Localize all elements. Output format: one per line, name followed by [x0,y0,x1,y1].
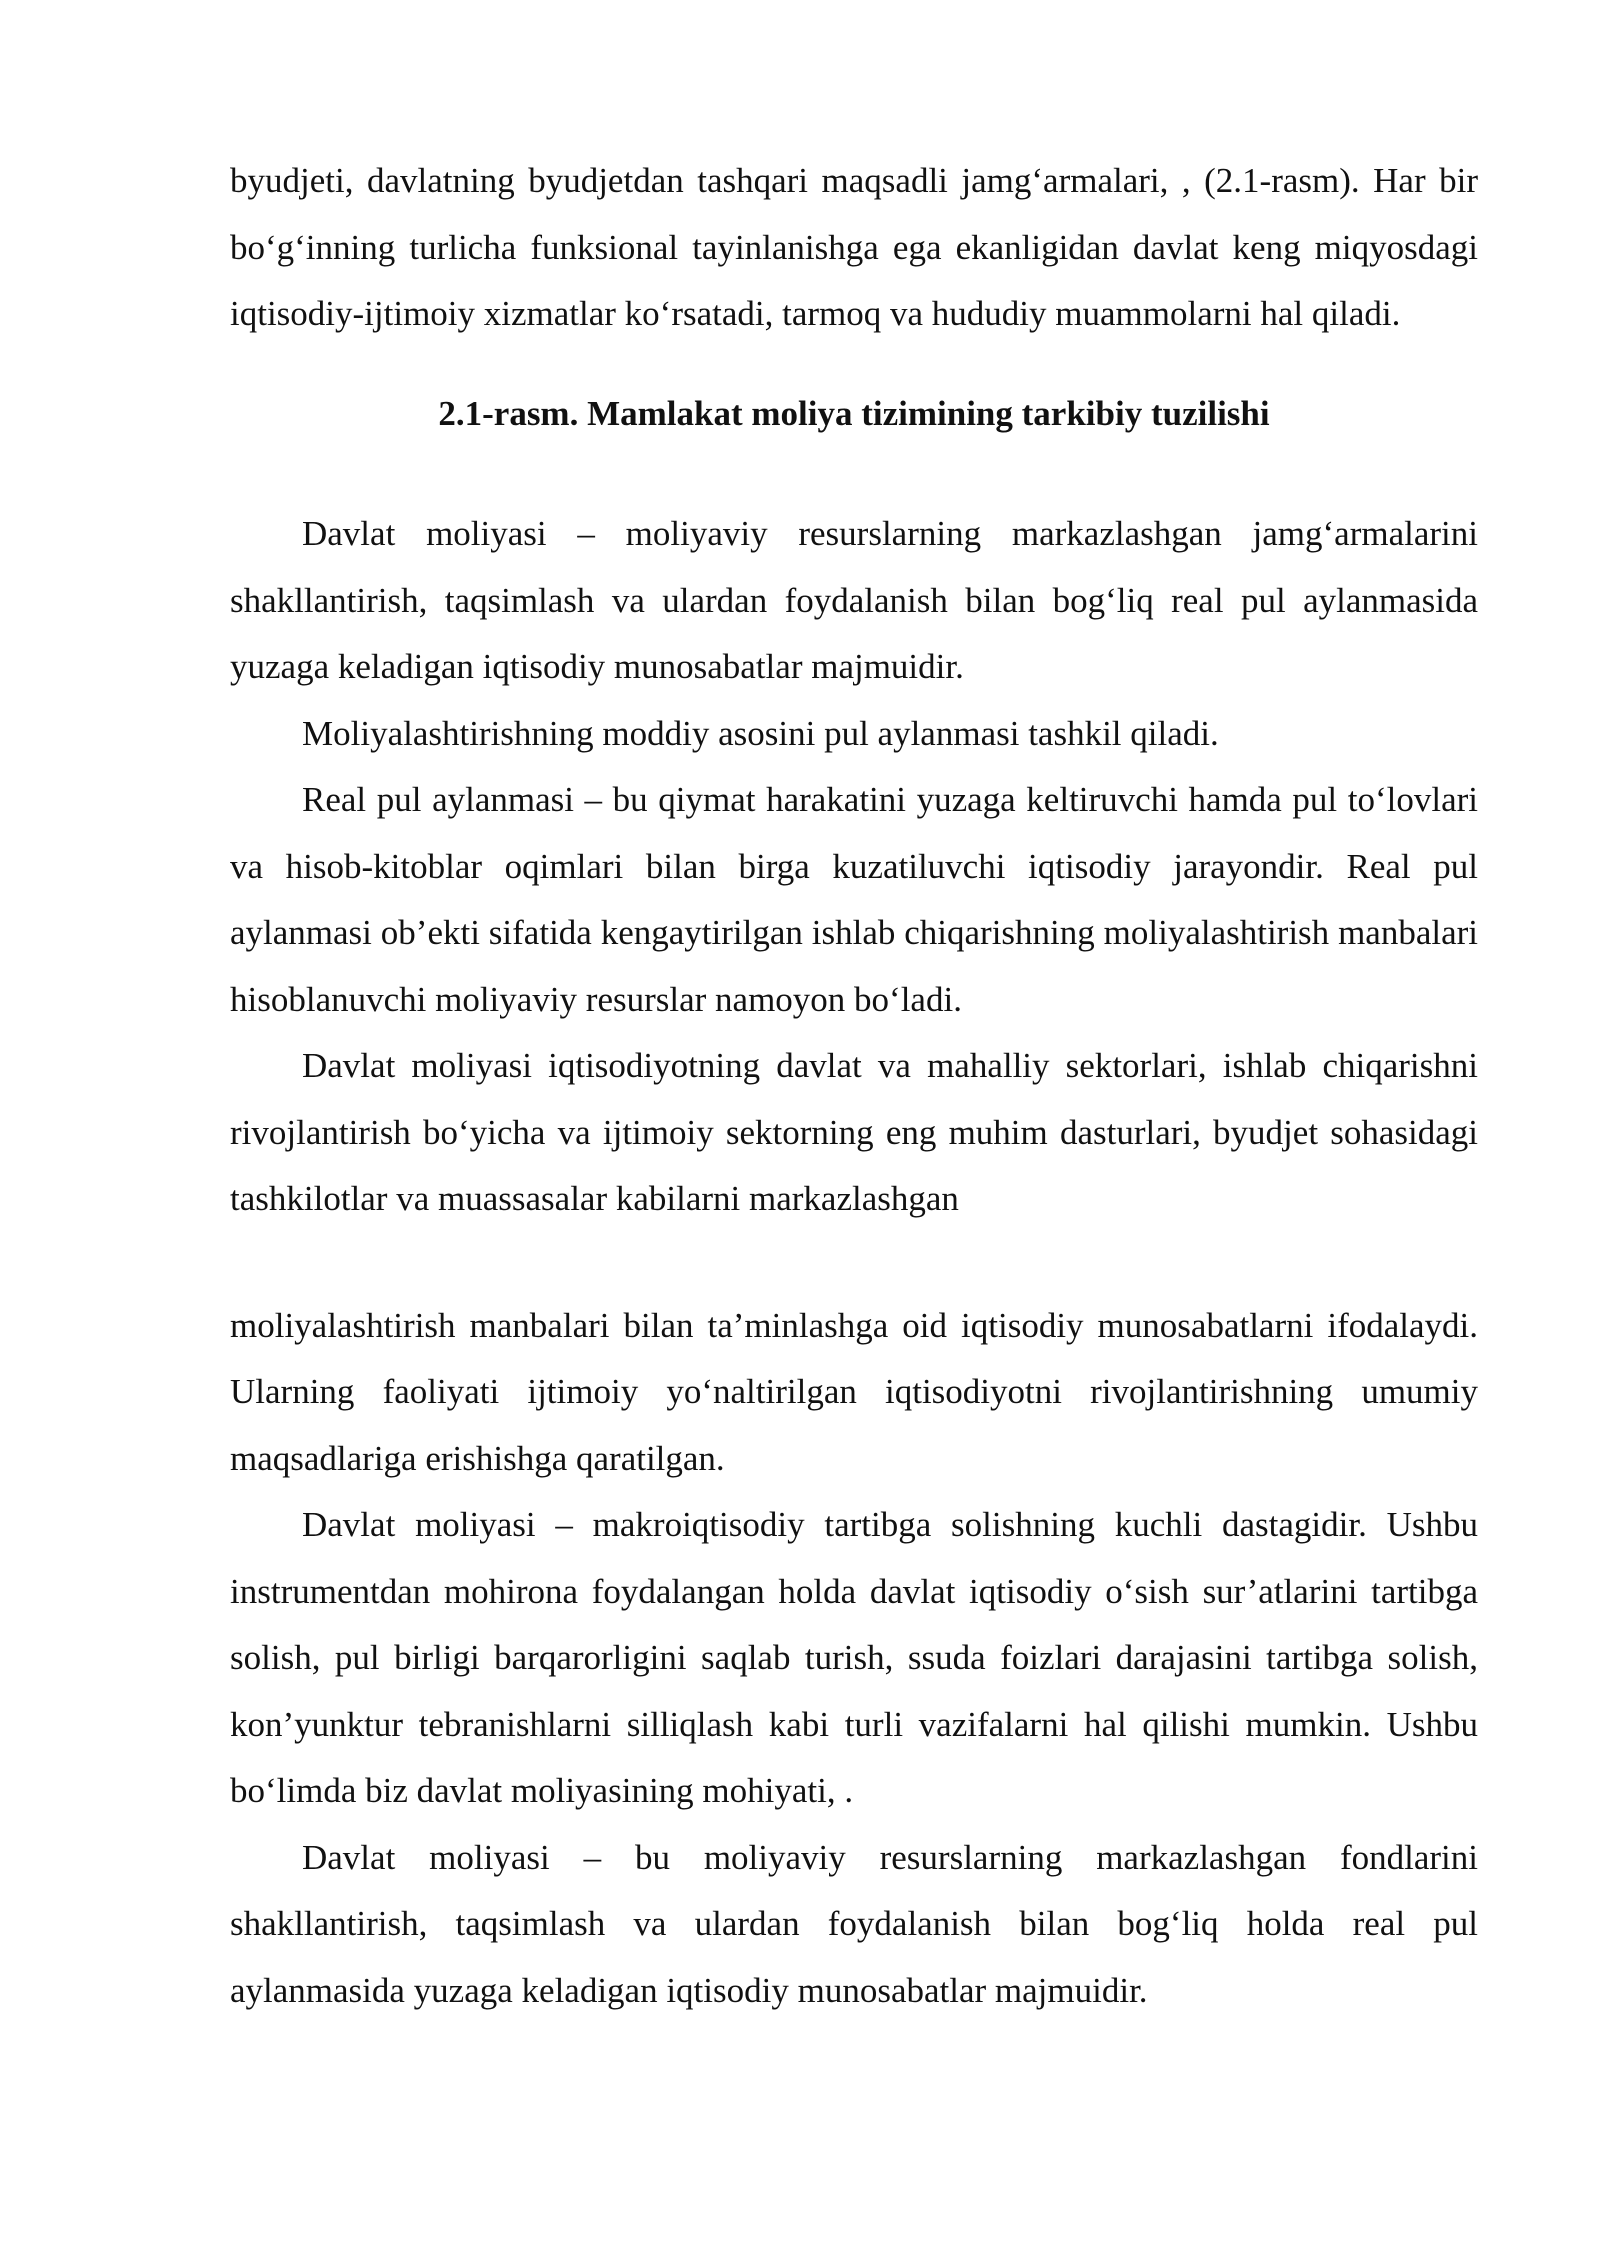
paragraph-real-money-turnover: Real pul aylanmasi – bu qiymat harakatini yuzaga keltiruvchi hamda pul to‘lovlari va hisob-kitoblar oqimlari bilan birga kuzatiluvchi iqtisodiy jarayondir. Real pul aylanmasi ob’ekti sifatida kengaytirilgan ishlab chiqarishning moliyalashtirish manbalari hisoblanuvchi moliyaviy resurslar namoyon bo‘ladi. [230,780,1478,1019]
document-page [230,148,1478,2024]
page-break-gap [230,1233,1478,1293]
figure-caption: 2.1-rasm. Mamlakat moliya tizimining tarkibiy tuzilishi [438,393,1270,433]
paragraph-state-finance-sectors: Davlat moliyasi iqtisodiyotning davlat va mahalliy sektorlari, ishlab chiqarishni rivojlantirish bo‘yicha va ijtimoiy sektorning eng muhim dasturlari, byudjet sohasidagi tashkilotlar va muassasalar kabilarni markazlashgan [230,1046,1478,1218]
paragraph-macroeconomic-regulation: Davlat moliyasi – makroiqtisodiy tartibga solishning kuchli dastagidir. Ushbu instrumentdan mohirona foydalangan holda davlat iqtisodiy o‘sish sur’atlarini tartibga solish, pul birligi barqarorligini saqlab turish, ssuda foizlari darajasini tartibga solish, kon’yunktur tebranishlarni silliqlash kabi turli vazifalarni hal qilishi mumkin. Ushbu bo‘limda biz davlat moliyasining mohiyati, . [230,1505,1478,1810]
paragraph-financing-basis: Moliyalashtirishning moddiy asosini pul aylanmasi tashkil qiladi. [302,713,1219,753]
paragraph-definition: Davlat moliyasi – moliyaviy resurslarning markazlashgan jamg‘armalarini shakllantirish, taqsimlash va ulardan foydalanish bilan bog‘liq real pul aylanmasida yuzaga keladigan iqtisodiy munosabatlar majmuidir. [230,514,1478,686]
paragraph-continued: moliyalashtirish manbalari bilan ta’minlashga oid iqtisodiy munosabatlarni ifodalaydi. Ularning faoliyati ijtimoiy yo‘naltirilgan iqtisodiyotni rivojlantirishning umumiy maqsadlariga erishishga qaratilgan. [230,1305,1478,1478]
intro-paragraph: byudjeti, davlatning byudjetdan tashqari maqsadli jamg‘armalari, , (2.1-rasm). Har bir bo‘g‘inning turlicha funksional tayinlanishga ega ekanligidan davlat keng miqyosdagi iqtisodiy-ijtimoiy xizmatlar ko‘rsatadi, tarmoq va hududiy muammolarni hal qiladi. [230,161,1478,333]
paragraph-state-finance-definition: Davlat moliyasi – bu moliyaviy resurslarning markazlashgan fondlarini shakllantirish, taqsimlash va ulardan foydalanish bilan bog‘liq holda real pul aylanmasida yuzaga keladigan iqtisodiy munosabatlar majmuidir. [230,1837,1478,2010]
